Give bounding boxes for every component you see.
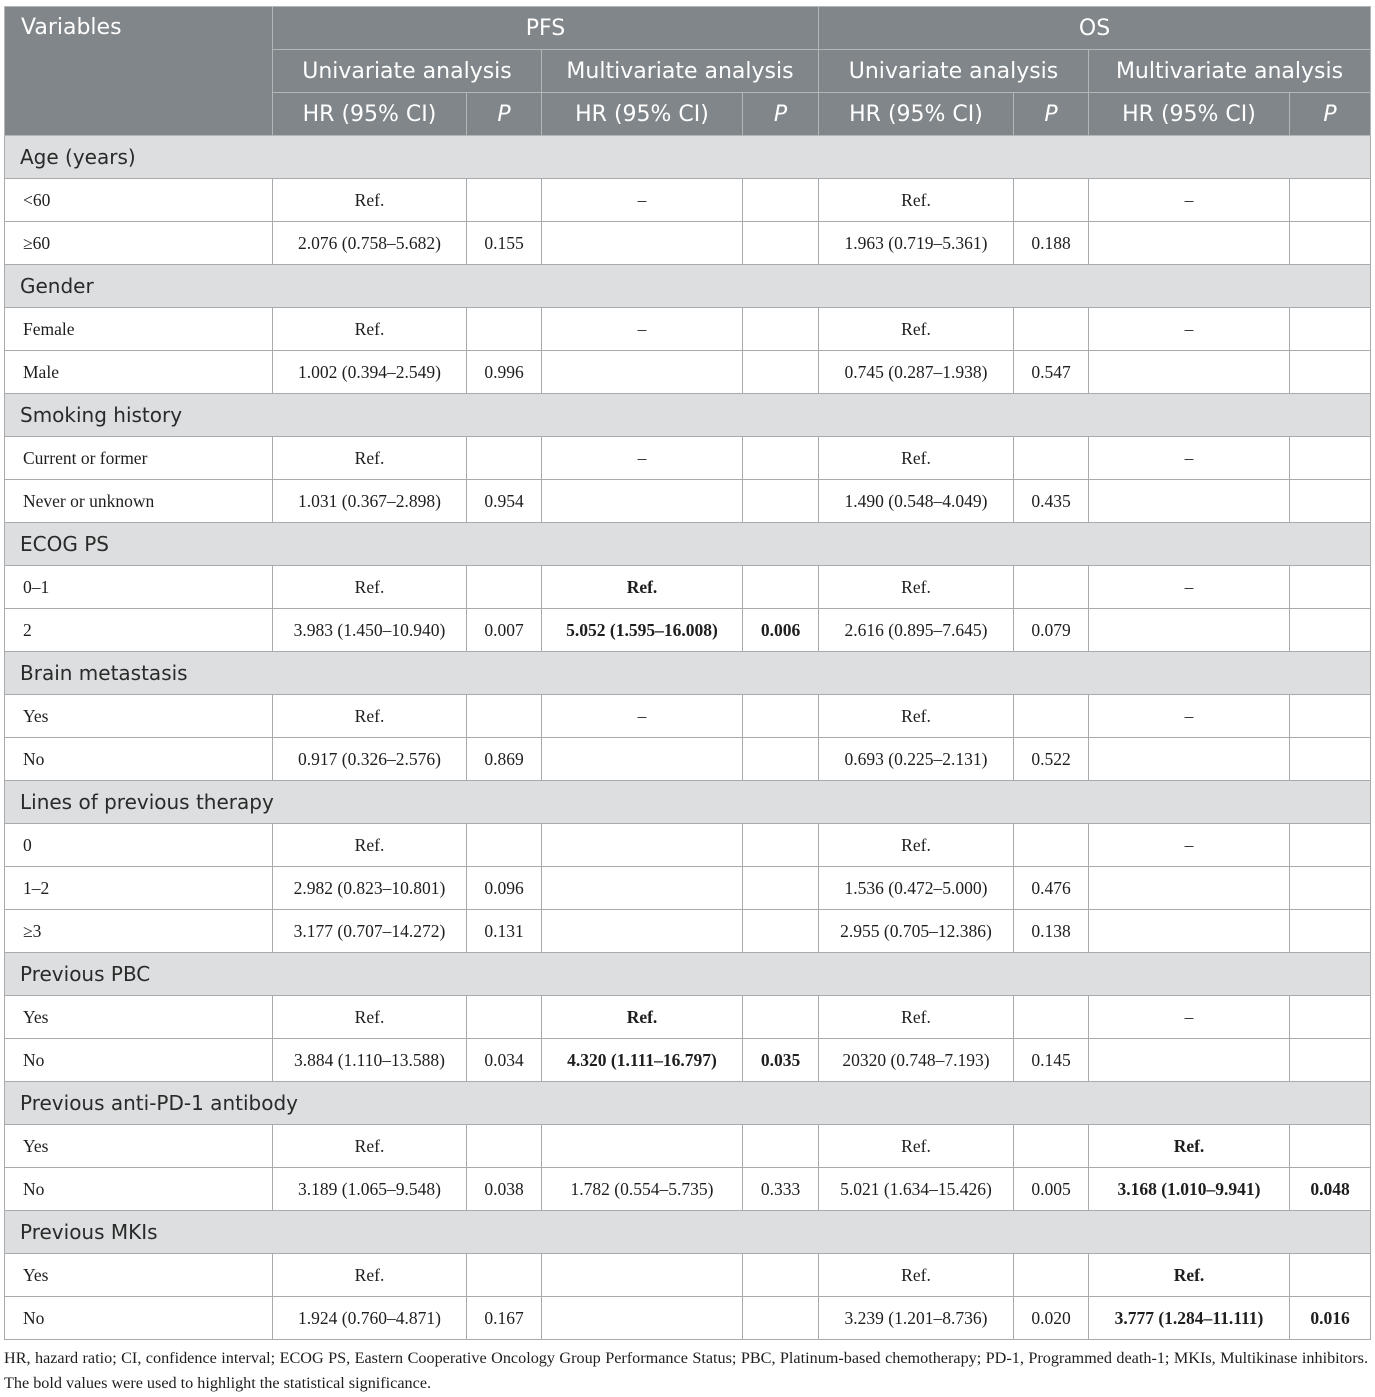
group-row (5, 394, 1371, 437)
cell-pfs-uni-p (467, 695, 542, 738)
cell-os-uni-p: 0.005 (1014, 1168, 1089, 1211)
table-row (5, 179, 1371, 222)
cell-os-multi-hr: – (1089, 179, 1290, 222)
cell-os-multi-p (1290, 824, 1371, 867)
cell-os-multi-p (1290, 910, 1371, 953)
cell-pfs-multi-hr: – (542, 308, 743, 351)
table-row (5, 1125, 1371, 1168)
row-label: Yes (5, 695, 273, 738)
cell-pfs-uni-p (467, 437, 542, 480)
cell-os-multi-hr (1089, 351, 1290, 394)
cell-os-uni-p (1014, 308, 1089, 351)
table-row (5, 738, 1371, 781)
row-label: <60 (5, 179, 273, 222)
cell-pfs-multi-p (743, 222, 819, 265)
cell-pfs-multi-p (743, 1297, 819, 1340)
cell-os-uni-hr: 0.693 (0.225–2.131) (819, 738, 1014, 781)
cell-pfs-uni-p: 0.167 (467, 1297, 542, 1340)
table-row (5, 1039, 1371, 1082)
cell-os-multi-p (1290, 179, 1371, 222)
cell-pfs-uni-hr: 1.924 (0.760–4.871) (273, 1297, 467, 1340)
cell-os-multi-hr (1089, 480, 1290, 523)
cell-pfs-multi-hr: 4.320 (1.111–16.797) (542, 1039, 743, 1082)
cell-pfs-multi-hr (542, 351, 743, 394)
cell-os-uni-hr: 1.536 (0.472–5.000) (819, 867, 1014, 910)
cell-pfs-uni-hr: 3.177 (0.707–14.272) (273, 910, 467, 953)
cell-os-multi-hr: 3.777 (1.284–11.111) (1089, 1297, 1290, 1340)
cell-pfs-multi-p: 0.333 (743, 1168, 819, 1211)
group-row (5, 1082, 1371, 1125)
row-label: No (5, 738, 273, 781)
cell-pfs-uni-hr: 3.983 (1.450–10.940) (273, 609, 467, 652)
cell-os-uni-p: 0.188 (1014, 222, 1089, 265)
cell-os-multi-p: 0.048 (1290, 1168, 1371, 1211)
table-body (5, 136, 1371, 1340)
row-label: No (5, 1297, 273, 1340)
cell-os-uni-p: 0.476 (1014, 867, 1089, 910)
cell-pfs-uni-p (467, 824, 542, 867)
cell-os-uni-hr: Ref. (819, 179, 1014, 222)
table-row (5, 824, 1371, 867)
cell-os-multi-p (1290, 1254, 1371, 1297)
cell-os-uni-hr: 5.021 (1.634–15.426) (819, 1168, 1014, 1211)
cell-os-multi-p (1290, 738, 1371, 781)
cell-pfs-multi-p (743, 308, 819, 351)
cell-os-multi-hr: – (1089, 437, 1290, 480)
cell-pfs-uni-hr: Ref. (273, 824, 467, 867)
table-row (5, 437, 1371, 480)
cell-pfs-uni-hr: Ref. (273, 695, 467, 738)
cell-os-uni-p: 0.435 (1014, 480, 1089, 523)
cell-os-multi-hr: – (1089, 566, 1290, 609)
cell-pfs-multi-p (743, 179, 819, 222)
cell-pfs-multi-hr: Ref. (542, 566, 743, 609)
cell-os-multi-p: 0.016 (1290, 1297, 1371, 1340)
cell-pfs-multi-p: 0.035 (743, 1039, 819, 1082)
cell-os-multi-hr: Ref. (1089, 1254, 1290, 1297)
cell-os-uni-hr: 0.745 (0.287–1.938) (819, 351, 1014, 394)
group-title: Brain metastasis (5, 652, 1371, 695)
cell-os-multi-p (1290, 308, 1371, 351)
cell-pfs-uni-p: 0.996 (467, 351, 542, 394)
cell-pfs-multi-hr (542, 222, 743, 265)
cell-pfs-uni-p: 0.038 (467, 1168, 542, 1211)
cell-pfs-uni-hr: Ref. (273, 1125, 467, 1168)
row-label: 0 (5, 824, 273, 867)
cell-os-uni-p (1014, 566, 1089, 609)
cell-pfs-multi-hr: – (542, 179, 743, 222)
cell-pfs-uni-hr: Ref. (273, 437, 467, 480)
cell-os-multi-p (1290, 867, 1371, 910)
cell-pfs-uni-hr: 3.884 (1.110–13.588) (273, 1039, 467, 1082)
cell-pfs-multi-p: 0.006 (743, 609, 819, 652)
cell-pfs-multi-p (743, 480, 819, 523)
cell-pfs-uni-p: 0.007 (467, 609, 542, 652)
cell-pfs-multi-p (743, 867, 819, 910)
cell-pfs-multi-p (743, 910, 819, 953)
cell-pfs-multi-hr: – (542, 695, 743, 738)
cell-os-uni-p: 0.079 (1014, 609, 1089, 652)
header-os-univariate: Univariate analysis (819, 50, 1089, 93)
cell-pfs-uni-hr: 2.076 (0.758–5.682) (273, 222, 467, 265)
cell-os-uni-hr: Ref. (819, 824, 1014, 867)
cell-os-multi-p (1290, 222, 1371, 265)
cell-os-multi-hr (1089, 222, 1290, 265)
group-title: Previous MKIs (5, 1211, 1371, 1254)
cell-os-multi-hr: – (1089, 308, 1290, 351)
cell-os-uni-p (1014, 179, 1089, 222)
table-row (5, 308, 1371, 351)
cell-os-uni-hr: 1.490 (0.548–4.049) (819, 480, 1014, 523)
cell-pfs-uni-p (467, 308, 542, 351)
header-p: P (743, 93, 819, 136)
cell-pfs-uni-p: 0.954 (467, 480, 542, 523)
table-container (4, 6, 1370, 1396)
cell-pfs-multi-hr (542, 824, 743, 867)
row-label: 1–2 (5, 867, 273, 910)
group-title: ECOG PS (5, 523, 1371, 566)
cell-os-uni-hr: Ref. (819, 1125, 1014, 1168)
cell-pfs-multi-p (743, 1254, 819, 1297)
header-pfs-univariate: Univariate analysis (273, 50, 542, 93)
cell-pfs-multi-hr: Ref. (542, 996, 743, 1039)
table-row (5, 566, 1371, 609)
group-title: Previous PBC (5, 953, 1371, 996)
cell-os-uni-hr: 2.616 (0.895–7.645) (819, 609, 1014, 652)
cell-pfs-uni-p: 0.096 (467, 867, 542, 910)
cell-os-multi-hr (1089, 738, 1290, 781)
row-label: No (5, 1168, 273, 1211)
table-row (5, 910, 1371, 953)
cell-pfs-multi-p (743, 996, 819, 1039)
cell-pfs-uni-p: 0.155 (467, 222, 542, 265)
cell-pfs-multi-hr (542, 480, 743, 523)
cell-os-uni-p (1014, 1254, 1089, 1297)
cell-pfs-uni-hr: 1.002 (0.394–2.549) (273, 351, 467, 394)
row-label: 2 (5, 609, 273, 652)
cell-pfs-multi-p (743, 738, 819, 781)
header-variables: Variables (5, 7, 273, 136)
cell-pfs-uni-hr: 3.189 (1.065–9.548) (273, 1168, 467, 1211)
table-footnote: HR, hazard ratio; CI, confidence interval; ECOG PS, Eastern Cooperative Oncology Group Performance Status; PBC, Platinum-based chemotherapy; PD-1, Programmed death-1; MKIs, Multikinase inhibitors. The bold values were used to highlight the statistical significance. (4, 1349, 1368, 1392)
group-row (5, 953, 1371, 996)
row-label: Yes (5, 1125, 273, 1168)
cell-pfs-multi-hr (542, 910, 743, 953)
cell-os-uni-hr: 3.239 (1.201–8.736) (819, 1297, 1014, 1340)
cell-os-multi-hr (1089, 867, 1290, 910)
cell-os-multi-hr: 3.168 (1.010–9.941) (1089, 1168, 1290, 1211)
group-title: Lines of previous therapy (5, 781, 1371, 824)
cell-pfs-uni-p (467, 566, 542, 609)
cell-os-uni-hr: Ref. (819, 1254, 1014, 1297)
cell-os-uni-p: 0.020 (1014, 1297, 1089, 1340)
cell-pfs-multi-p (743, 1125, 819, 1168)
row-label: Never or unknown (5, 480, 273, 523)
cell-os-uni-hr: Ref. (819, 308, 1014, 351)
row-label: Female (5, 308, 273, 351)
cell-os-uni-p (1014, 695, 1089, 738)
cell-os-multi-hr: – (1089, 996, 1290, 1039)
cell-os-multi-hr: – (1089, 824, 1290, 867)
group-row (5, 781, 1371, 824)
header-hr-ci: HR (95% CI) (542, 93, 743, 136)
cell-pfs-uni-hr: Ref. (273, 1254, 467, 1297)
cell-pfs-multi-hr (542, 738, 743, 781)
cell-pfs-multi-p (743, 695, 819, 738)
cell-os-multi-p (1290, 1039, 1371, 1082)
table-row (5, 351, 1371, 394)
header-os: OS (819, 7, 1371, 50)
table-row (5, 609, 1371, 652)
cell-os-multi-p (1290, 996, 1371, 1039)
row-label: ≥3 (5, 910, 273, 953)
row-label: No (5, 1039, 273, 1082)
row-label: ≥60 (5, 222, 273, 265)
cell-pfs-uni-hr: Ref. (273, 308, 467, 351)
header-pfs-multivariate: Multivariate analysis (542, 50, 819, 93)
cell-os-uni-p (1014, 824, 1089, 867)
table-row (5, 695, 1371, 738)
row-label: Yes (5, 1254, 273, 1297)
cell-pfs-uni-hr: 0.917 (0.326–2.576) (273, 738, 467, 781)
cell-os-uni-hr: Ref. (819, 996, 1014, 1039)
cell-pfs-multi-p (743, 824, 819, 867)
cell-pfs-multi-hr: 5.052 (1.595–16.008) (542, 609, 743, 652)
cell-os-multi-hr (1089, 609, 1290, 652)
group-row (5, 1211, 1371, 1254)
cell-pfs-uni-p (467, 179, 542, 222)
cell-os-multi-hr: – (1089, 695, 1290, 738)
header-p: P (467, 93, 542, 136)
cell-pfs-multi-hr: – (542, 437, 743, 480)
cell-pfs-uni-hr: Ref. (273, 179, 467, 222)
cell-os-uni-p: 0.145 (1014, 1039, 1089, 1082)
cell-os-multi-p (1290, 695, 1371, 738)
cell-pfs-multi-p (743, 566, 819, 609)
group-row (5, 265, 1371, 308)
group-row (5, 523, 1371, 566)
cell-pfs-multi-hr (542, 867, 743, 910)
cell-os-multi-p (1290, 437, 1371, 480)
cell-pfs-multi-hr (542, 1254, 743, 1297)
group-title: Smoking history (5, 394, 1371, 437)
hazard-ratio-table (4, 6, 1371, 1340)
table-row (5, 1168, 1371, 1211)
cell-os-multi-p (1290, 609, 1371, 652)
cell-os-multi-hr (1089, 1039, 1290, 1082)
cell-os-uni-p: 0.522 (1014, 738, 1089, 781)
cell-os-uni-hr: 20320 (0.748–7.193) (819, 1039, 1014, 1082)
cell-os-uni-p (1014, 1125, 1089, 1168)
cell-pfs-uni-hr: 1.031 (0.367–2.898) (273, 480, 467, 523)
cell-pfs-multi-p (743, 351, 819, 394)
cell-os-uni-hr: 1.963 (0.719–5.361) (819, 222, 1014, 265)
cell-pfs-uni-p: 0.869 (467, 738, 542, 781)
header-hr-ci: HR (95% CI) (273, 93, 467, 136)
cell-os-uni-hr: Ref. (819, 437, 1014, 480)
group-title: Gender (5, 265, 1371, 308)
cell-os-uni-p: 0.138 (1014, 910, 1089, 953)
cell-pfs-uni-p (467, 1125, 542, 1168)
table-row (5, 222, 1371, 265)
cell-os-multi-p (1290, 566, 1371, 609)
table-row (5, 1254, 1371, 1297)
cell-os-multi-hr (1089, 910, 1290, 953)
cell-pfs-uni-hr: 2.982 (0.823–10.801) (273, 867, 467, 910)
table-header (5, 7, 1371, 136)
header-os-multivariate: Multivariate analysis (1089, 50, 1371, 93)
group-row (5, 652, 1371, 695)
group-row (5, 136, 1371, 179)
cell-pfs-uni-p (467, 996, 542, 1039)
cell-pfs-multi-hr (542, 1297, 743, 1340)
cell-pfs-multi-hr: 1.782 (0.554–5.735) (542, 1168, 743, 1211)
cell-os-multi-hr: Ref. (1089, 1125, 1290, 1168)
table-row (5, 996, 1371, 1039)
row-label: Current or former (5, 437, 273, 480)
row-label: 0–1 (5, 566, 273, 609)
cell-os-uni-p (1014, 996, 1089, 1039)
cell-os-multi-p (1290, 1125, 1371, 1168)
cell-pfs-multi-p (743, 437, 819, 480)
header-pfs: PFS (273, 7, 819, 50)
table-row (5, 1297, 1371, 1340)
header-hr-ci: HR (95% CI) (819, 93, 1014, 136)
header-p: P (1290, 93, 1371, 136)
table-row (5, 480, 1371, 523)
group-title: Age (years) (5, 136, 1371, 179)
cell-pfs-uni-p (467, 1254, 542, 1297)
cell-pfs-uni-hr: Ref. (273, 566, 467, 609)
cell-os-multi-p (1290, 351, 1371, 394)
group-title: Previous anti-PD-1 antibody (5, 1082, 1371, 1125)
header-p: P (1014, 93, 1089, 136)
row-label: Yes (5, 996, 273, 1039)
cell-pfs-multi-hr (542, 1125, 743, 1168)
cell-os-uni-hr: Ref. (819, 695, 1014, 738)
cell-os-multi-p (1290, 480, 1371, 523)
header-hr-ci: HR (95% CI) (1089, 93, 1290, 136)
cell-os-uni-hr: 2.955 (0.705–12.386) (819, 910, 1014, 953)
cell-os-uni-p: 0.547 (1014, 351, 1089, 394)
cell-pfs-uni-p: 0.034 (467, 1039, 542, 1082)
row-label: Male (5, 351, 273, 394)
cell-pfs-uni-hr: Ref. (273, 996, 467, 1039)
cell-os-uni-p (1014, 437, 1089, 480)
table-row (5, 867, 1371, 910)
cell-pfs-uni-p: 0.131 (467, 910, 542, 953)
cell-os-uni-hr: Ref. (819, 566, 1014, 609)
